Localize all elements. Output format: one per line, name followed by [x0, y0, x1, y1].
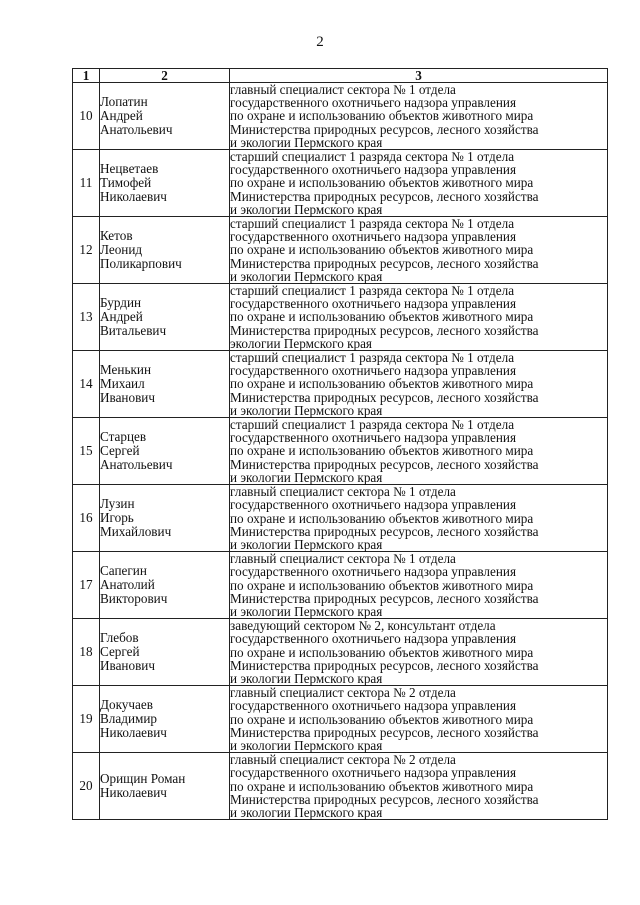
employee-name-line: Сергей — [100, 644, 140, 660]
employee-name-line: Николаевич — [100, 785, 167, 801]
column-header-number: 1 — [73, 69, 100, 83]
table-row — [73, 351, 608, 418]
position-line: Министерства природных ресурсов, лесного хозяйства — [230, 322, 539, 338]
employee-name-line: Старцев — [100, 429, 147, 445]
table-row — [73, 686, 608, 753]
position-line: экологии Пермского края — [230, 335, 373, 351]
employee-name-line: Анатолий — [100, 577, 155, 593]
position-line: государственного охотничьего надзора управления — [230, 564, 517, 580]
position-line: Министерства природных ресурсов, лесного хозяйства — [230, 724, 539, 740]
employee-position — [230, 150, 608, 217]
employee-position — [230, 418, 608, 485]
employee-name-line: Николаевич — [100, 189, 167, 205]
row-number: 14 — [73, 351, 100, 418]
position-line: и экологии Пермского края — [230, 469, 383, 485]
position-line: старший специалист 1 разряда сектора № 1 отдела — [230, 149, 515, 165]
employee-position — [230, 552, 608, 619]
employee-name-line: Николаевич — [100, 725, 167, 741]
position-line: и экологии Пермского края — [230, 804, 383, 820]
table-row — [73, 284, 608, 351]
position-line: по охране и использованию объектов животного мира — [230, 644, 534, 660]
position-line: главный специалист сектора № 2 отдела — [230, 752, 456, 768]
employee-name-line: Лузин — [100, 496, 135, 512]
table-row — [73, 217, 608, 284]
position-line: государственного охотничьего надзора управления — [230, 296, 517, 312]
row-number: 18 — [73, 619, 100, 686]
position-line: государственного охотничьего надзора управления — [230, 497, 517, 513]
position-line: Министерства природных ресурсов, лесного хозяйства — [230, 590, 539, 606]
table-row — [73, 150, 608, 217]
position-line: по охране и использованию объектов животного мира — [230, 376, 534, 392]
employee-name — [100, 217, 230, 284]
employee-name-line: Леонид — [100, 242, 143, 258]
employee-name-line: Сергей — [100, 443, 140, 459]
position-line: государственного охотничьего надзора управления — [230, 363, 517, 379]
row-number: 19 — [73, 686, 100, 753]
position-line: по охране и использованию объектов животного мира — [230, 242, 534, 258]
position-line: Министерства природных ресурсов, лесного хозяйства — [230, 791, 539, 807]
employee-name-line: Бурдин — [100, 295, 142, 311]
employee-name-line: Нецветаев — [100, 161, 159, 177]
table-row — [73, 83, 608, 150]
table-row — [73, 418, 608, 485]
position-line: и экологии Пермского края — [230, 268, 383, 284]
employee-name-line: Иванович — [100, 390, 155, 406]
employee-position — [230, 753, 608, 820]
row-number: 10 — [73, 83, 100, 150]
employee-name — [100, 485, 230, 552]
position-line: и экологии Пермского края — [230, 603, 383, 619]
employee-name-line: Кетов — [100, 228, 133, 244]
position-line: и экологии Пермского края — [230, 201, 383, 217]
employee-name-line: Витальевич — [100, 323, 167, 339]
employee-name — [100, 753, 230, 820]
employee-name-line: Глебов — [100, 630, 139, 646]
row-number: 11 — [73, 150, 100, 217]
position-line: государственного охотничьего надзора управления — [230, 430, 517, 446]
position-line: главный специалист сектора № 1 отдела — [230, 551, 456, 567]
employee-position — [230, 686, 608, 753]
position-line: по охране и использованию объектов животного мира — [230, 175, 534, 191]
employee-name — [100, 552, 230, 619]
position-line: и экологии Пермского края — [230, 670, 383, 686]
staff-table — [72, 68, 608, 820]
row-number: 12 — [73, 217, 100, 284]
employee-name-line: Сапегин — [100, 563, 147, 579]
employee-position — [230, 217, 608, 284]
employee-name-line: Орищин Роман — [100, 771, 186, 787]
position-line: Министерства природных ресурсов, лесного хозяйства — [230, 121, 539, 137]
position-line: старший специалист 1 разряда сектора № 1 отдела — [230, 417, 515, 433]
employee-name-line: Докучаев — [100, 697, 153, 713]
position-line: Министерства природных ресурсов, лесного хозяйства — [230, 657, 539, 673]
position-line: Министерства природных ресурсов, лесного хозяйства — [230, 255, 539, 271]
table-row — [73, 753, 608, 820]
employee-name-line: Иванович — [100, 658, 155, 674]
position-line: старший специалист 1 разряда сектора № 1 отдела — [230, 216, 515, 232]
position-line: по охране и использованию объектов животного мира — [230, 108, 534, 124]
position-line: по охране и использованию объектов животного мира — [230, 577, 534, 593]
employee-name-line: Викторович — [100, 591, 168, 607]
employee-name — [100, 351, 230, 418]
employee-name — [100, 150, 230, 217]
position-line: старший специалист 1 разряда сектора № 1 отдела — [230, 283, 515, 299]
row-number: 15 — [73, 418, 100, 485]
page-number: 2 — [316, 34, 324, 50]
position-line: государственного охотничьего надзора управления — [230, 229, 517, 245]
position-line: и экологии Пермского края — [230, 536, 383, 552]
employee-name-line: Андрей — [100, 309, 143, 325]
position-line: Министерства природных ресурсов, лесного хозяйства — [230, 523, 539, 539]
employee-position — [230, 485, 608, 552]
employee-position — [230, 351, 608, 418]
position-line: по охране и использованию объектов животного мира — [230, 309, 534, 325]
position-line: по охране и использованию объектов животного мира — [230, 443, 534, 459]
employee-position — [230, 284, 608, 351]
table-header-row — [73, 69, 608, 83]
table-row — [73, 485, 608, 552]
employee-name-line: Менькин — [100, 362, 151, 378]
employee-position — [230, 619, 608, 686]
employee-name — [100, 83, 230, 150]
employee-name — [100, 418, 230, 485]
position-line: главный специалист сектора № 2 отдела — [230, 685, 456, 701]
position-line: государственного охотничьего надзора управления — [230, 95, 517, 111]
employee-name-line: Владимир — [100, 711, 157, 727]
position-line: государственного охотничьего надзора управления — [230, 162, 517, 178]
position-line: заведующий сектором № 2, консультант отдела — [230, 618, 496, 634]
employee-position — [230, 83, 608, 150]
table-row — [73, 552, 608, 619]
employee-name — [100, 284, 230, 351]
position-line: и экологии Пермского края — [230, 737, 383, 753]
position-line: и экологии Пермского края — [230, 402, 383, 418]
employee-name-line: Лопатин — [100, 94, 148, 109]
position-line: по охране и использованию объектов животного мира — [230, 510, 534, 526]
employee-name-line: Михайлович — [100, 524, 172, 540]
position-line: Министерства природных ресурсов, лесного хозяйства — [230, 456, 539, 472]
employee-name-line: Анатольевич — [100, 457, 173, 473]
employee-name-line: Андрей — [100, 108, 143, 123]
row-number: 20 — [73, 753, 100, 820]
employee-name — [100, 619, 230, 686]
employee-name-line: Тимофей — [100, 175, 152, 191]
column-header-name: 2 — [100, 69, 230, 83]
position-line: по охране и использованию объектов животного мира — [230, 711, 534, 727]
employee-name-line: Анатольевич — [100, 122, 173, 137]
position-line: Министерства природных ресурсов, лесного хозяйства — [230, 188, 539, 204]
column-header-position: 3 — [230, 69, 608, 83]
position-line: по охране и использованию объектов животного мира — [230, 778, 534, 794]
row-number: 17 — [73, 552, 100, 619]
position-line: государственного охотничьего надзора управления — [230, 765, 517, 781]
position-line: старший специалист 1 разряда сектора № 1 отдела — [230, 350, 515, 366]
position-line: главный специалист сектора № 1 отдела — [230, 82, 456, 97]
employee-name-line: Михаил — [100, 376, 145, 392]
employee-name-line: Игорь — [100, 510, 134, 526]
employee-name-line: Поликарпович — [100, 256, 182, 272]
position-line: государственного охотничьего надзора управления — [230, 698, 517, 714]
row-number: 16 — [73, 485, 100, 552]
row-number: 13 — [73, 284, 100, 351]
table-row — [73, 619, 608, 686]
position-line: государственного охотничьего надзора управления — [230, 631, 517, 647]
employee-name — [100, 686, 230, 753]
position-line: Министерства природных ресурсов, лесного хозяйства — [230, 389, 539, 405]
position-line: главный специалист сектора № 1 отдела — [230, 484, 456, 500]
position-line: и экологии Пермского края — [230, 134, 383, 150]
